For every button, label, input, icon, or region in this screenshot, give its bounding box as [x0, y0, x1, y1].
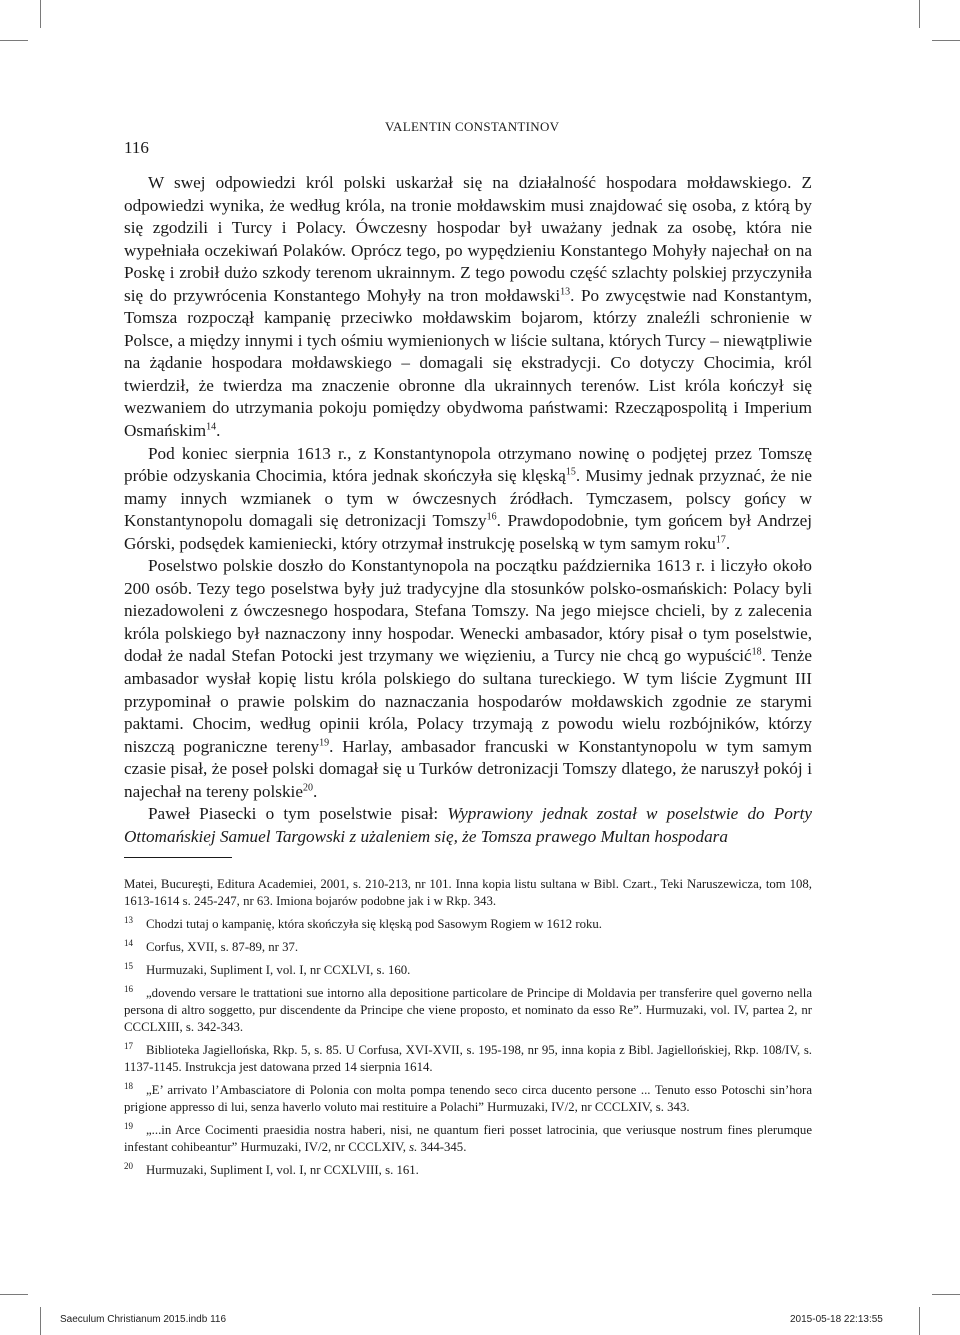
crop-mark-top-right-v: [919, 0, 920, 28]
paragraph-3: Poselstwo polskie doszło do Konstantynopola na początku października 1613 r. i liczyło około 200 osób. Tezy tego poselstwa były już tradycyjne dla stosunków polsko-osmańskich: Polacy byli niezadowoleni z ówczesnego hospodara, Stefana Tomszy. Na jego miejsce chcieli, by z zalecenia króla polskiego był naznaczony inny hospodar. Wenecki ambasador, który pisał o tym poselstwie, dodał że nadal Stefan Potocki jest trzymany we więzieniu, a Turcy nie chcą go wypuścić$^{18}$. Tenże ambasador wysłał kopię listu króla polskiego do sultana tureckiego. W tym liście Zygmunt III przypominał o prawie polskim do naznaczania hospodarów mołdawskich zgodnie ze starymi paktami. Chocim, według opinii króla, Polacy trzymają z powodu wielu rozbójników, którzy niszczą pograniczne tereny$^{19}$. Harlay, ambasador francuski w Konstantynopolu w tym samym czasie pisał, że poseł polski domagał się u Turków detronizacji Tomszy dlatego, że naruszył pokój i najechał na tereny polskie$^{20}$.: [124, 556, 813, 801]
crop-mark-top-left-h: [0, 40, 28, 41]
page-number: 116: [124, 138, 149, 157]
crop-mark-top-right-h: [932, 40, 960, 41]
footnote-17: 17 Biblioteka Jagiellońska, Rkp. 5, s. 85. U Corfusa, XVI-XVII, s. 195-198, nr 95, inna kopia z Bibl. Jagiellońskiej, Rkp. 108/IV, s. 1137-1145. Instrukcja jest datowana przed 14 sierpnia 1614.: [124, 1040, 812, 1074]
footnote-15: 15 Hurmuzaki, Supliment I, vol. I, nr CCXLVI, s. 160.: [124, 960, 411, 977]
running-head: VALENTIN CONSTANTINOV: [385, 119, 560, 134]
footnote-ref-14: 14: [206, 421, 217, 433]
main-text: [124, 172, 812, 848]
footnote-16: 16 „dovendo versare le trattationi sue intorno alla depositione particolare de Principe di Moldavia per transferire quel governo nella persona di altro soggetto, pur discendente da Principe che viene proposto, et nominato da esso Re”. Hurmuzaki, vol. IV, partea 2, nr CCCLXIII, s. 342-343.: [124, 983, 812, 1034]
crop-mark-bottom-right-h: [932, 1294, 960, 1295]
crop-mark-bottom-right-v: [919, 1307, 920, 1335]
quotation-italic: Wyprawiony jednak został w poselstwie do Porty Ottomańskiej Samuel Targowski z użaleniem się, że Tomsza prawego Multan hospodara: [124, 804, 812, 846]
footnote-13: 13 Chodzi tutaj o kampanię, która skończyła się klęską pod Sasowym Rogiem w 1612 roku.: [124, 914, 602, 931]
footnote-ref-18: 18: [751, 646, 762, 658]
slug-filename: Saeculum Christianum 2015.indb 116: [60, 1314, 227, 1325]
footnote-20: 20 Hurmuzaki, Supliment I, vol. I, nr CCXLVIII, s. 161.: [124, 1160, 419, 1177]
footnote-ref-13: 13: [560, 286, 571, 297]
footnote-ref-20: 20: [302, 782, 313, 794]
footnote-ref-16: 16: [486, 511, 497, 523]
paragraph-1: W swej odpowiedzi król polski uskarżał się na działalność hospodara mołdawskiego. Z odpowiedzi wynika, że według króla, na tronie mołdawskim musi znajdować się osoba, z którą by się zgodzili i Turcy i Polacy. Ówczesny hospodar był uważany jednak za osobę, która nie wypełniała oczekiwań Polaków. Oprócz tego, po wypędzieniu Konstantego Mohyły najechał on na Poskę i zrobił dużo szkody terenom ukrainnym. Z tego powodu część szlachty polskiej przyczyniła się do przywrócenia Konstantego Mohyły na tron mołdawski$^{13}$. Po zwycęstwie nad Konstantym, Tomsza rozpoczął kampanię przeciwko mołdawskim bojarom, którzy znaleźli schronienie w Polsce, a między innymi i tych ośmiu wymienionych w liście sultana, których Turcy – niewątpliwie na żądanie hospodara mołdawskiego – domagali się ekstradycji. Co dotyczy Chocimia, król twierdził, że twierdza ma znaczenie obronne dla ukrainnych terenów. List króla kończył się wezwaniem do utrzymania pokoju pomiędzy obydwoma państwami: Rzecząpospolitą i Imperium Osmańskim$^{14}$.: [124, 173, 812, 441]
crop-mark-bottom-left-v: [40, 1307, 41, 1335]
footnote-18: 18 „E’ arrivato l’Ambasciatore di Polonia con molta pompa tenendo seco circa ducento persone ... Tenuto esso Potoschi sin’hora prigione appresso di lui, senza haverlo voluto mai restituire a Polachi” Hurmuzaki, IV/2, nr CCCLXIV, s. 343.: [124, 1080, 812, 1114]
paragraph-4: Paweł Piasecki o tym poselstwie pisał: Wyprawiony jednak został w poselstwie do Porty Ottomańskiej Samuel Targowski z użaleniem się, że Tomsza prawego Multan hospodara: [124, 804, 812, 846]
footnote-separator: [124, 857, 232, 858]
footnote-14: 14 Corfus, XVII, s. 87-89, nr 37.: [124, 937, 299, 954]
footnotes: [124, 876, 812, 1185]
footnote-19: 19 „...in Arce Cocimenti praesidia nostra haberi, nisi, ne quantum fieri posset latrocinia, que veriusque nostrum fines plerumque infestant cohibeantur” Hurmuzaki, IV/2, nr CCCLXIV, s. 344-345.: [124, 1120, 812, 1154]
crop-mark-bottom-left-h: [0, 1294, 28, 1295]
paragraph-2: Pod koniec sierpnia 1613 r., z Konstantynopola otrzymano nowinę o podjętej przez Tomszę próbie odzyskania Chocimia, która jednak skończyła się klęską$^{15}$. Musimy jednak przyznać, że nie mamy innych wzmianek o tym w ówczesnych źródłach. Tymczasem, polscy gońcy w Konstantynopolu domagali się detronizacji Tomszy$^{16}$. Prawdopodobnie, tym gońcem był Andrzej Górski, podsędek kamieniecki, który otrzymał instrukcję poselską w tym samym roku$^{17}$.: [124, 443, 812, 553]
footnote-continuation: Matei, Bucureşti, Editura Academiei, 2001, s. 210-213, nr 101. Inna kopia listu sultana w Bibl. Czart., Teki Naruszewicza, tom 108, 1613-1614 s. 245-247, nr 63. Imiona bojarów podobne jak i w Rkp. 343.: [124, 877, 812, 908]
footnote-ref-19: 19: [319, 736, 330, 748]
footnote-ref-15: 15: [565, 466, 576, 478]
slug-datetime: 2015-05-18 22:13:55: [790, 1314, 883, 1325]
footnote-ref-17: 17: [715, 534, 726, 546]
crop-mark-top-left-v: [40, 0, 41, 28]
